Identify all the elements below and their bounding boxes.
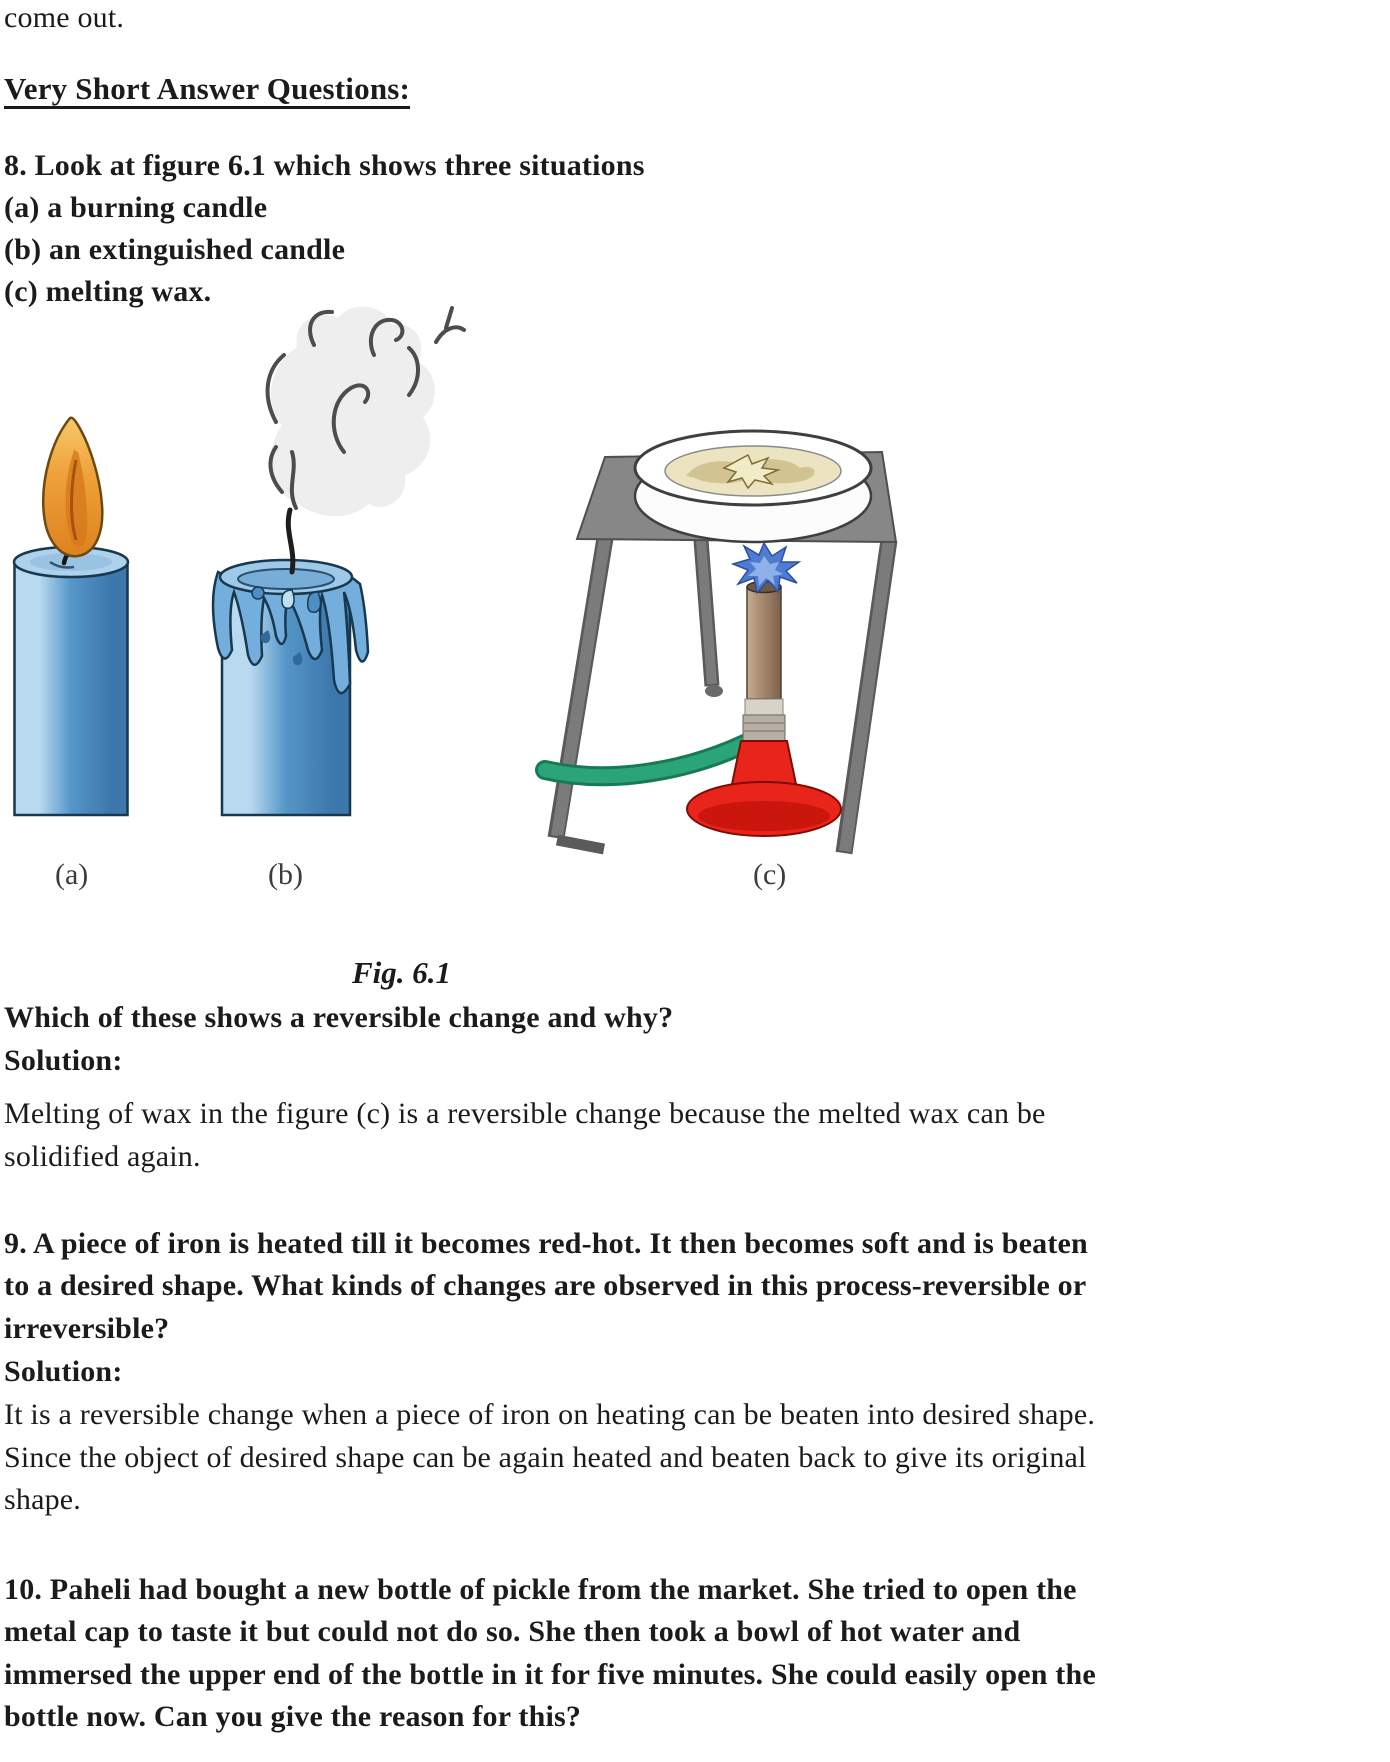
burning-candle-illustration <box>14 418 128 815</box>
wax-melting-setup-illustration <box>545 431 896 853</box>
figure-6-1-illustration <box>0 300 920 860</box>
question-8-line-4: (c) melting wax. <box>4 275 212 308</box>
question-10-line-4: bottle now. Can you give the reason for this? <box>4 1700 582 1733</box>
question-8-line-3: (b) an extinguished candle <box>4 233 346 266</box>
question-8-line-2: (a) a burning candle <box>4 191 268 224</box>
q8-question-line: Which of these shows a reversible change and why? <box>4 1001 674 1034</box>
question-9-line-3: irreversible? <box>4 1312 170 1345</box>
q8-solution-label: Solution: <box>4 1044 123 1077</box>
question-9-line-1: 9. A piece of iron is heated till it becomes red-hot. It then becomes soft and is beaten <box>4 1227 1088 1260</box>
q8-solution-line-2: solidified again. <box>4 1140 201 1173</box>
q9-solution-label: Solution: <box>4 1355 123 1388</box>
q9-solution-line-3: shape. <box>4 1483 82 1516</box>
q8-solution-line-1: Melting of wax in the figure (c) is a reversible change because the melted wax can be <box>4 1097 1046 1130</box>
section-heading: Very Short Answer Questions: <box>4 71 411 106</box>
q9-solution-line-2: Since the object of desired shape can be again heated and beaten back to give its original <box>4 1441 1087 1474</box>
figure-label-a: (a) <box>55 858 89 891</box>
question-10-line-3: immersed the upper end of the bottle in it for five minutes. She could easily open the <box>4 1658 1096 1691</box>
question-10-line-1: 10. Paheli had bought a new bottle of pickle from the market. She tried to open the <box>4 1573 1077 1606</box>
question-8-line-1: 8. Look at figure 6.1 which shows three situations <box>4 149 645 182</box>
extinguished-candle-illustration <box>213 510 368 815</box>
intro-text: come out. <box>4 1 125 34</box>
figure-label-c: (c) <box>753 858 787 891</box>
evaporating-dish <box>635 431 871 542</box>
smoke-icon <box>268 307 464 517</box>
question-10-line-2: metal cap to taste it but could not do so. She then took a bowl of hot water and <box>4 1615 1021 1648</box>
figure-caption: Fig. 6.1 <box>352 955 452 990</box>
question-9-line-2: to a desired shape. What kinds of changes are observed in this process-reversible or <box>4 1269 1087 1302</box>
figure-label-b: (b) <box>268 858 303 891</box>
q9-solution-line-1: It is a reversible change when a piece of iron on heating can be beaten into desired shape. <box>4 1398 1096 1431</box>
